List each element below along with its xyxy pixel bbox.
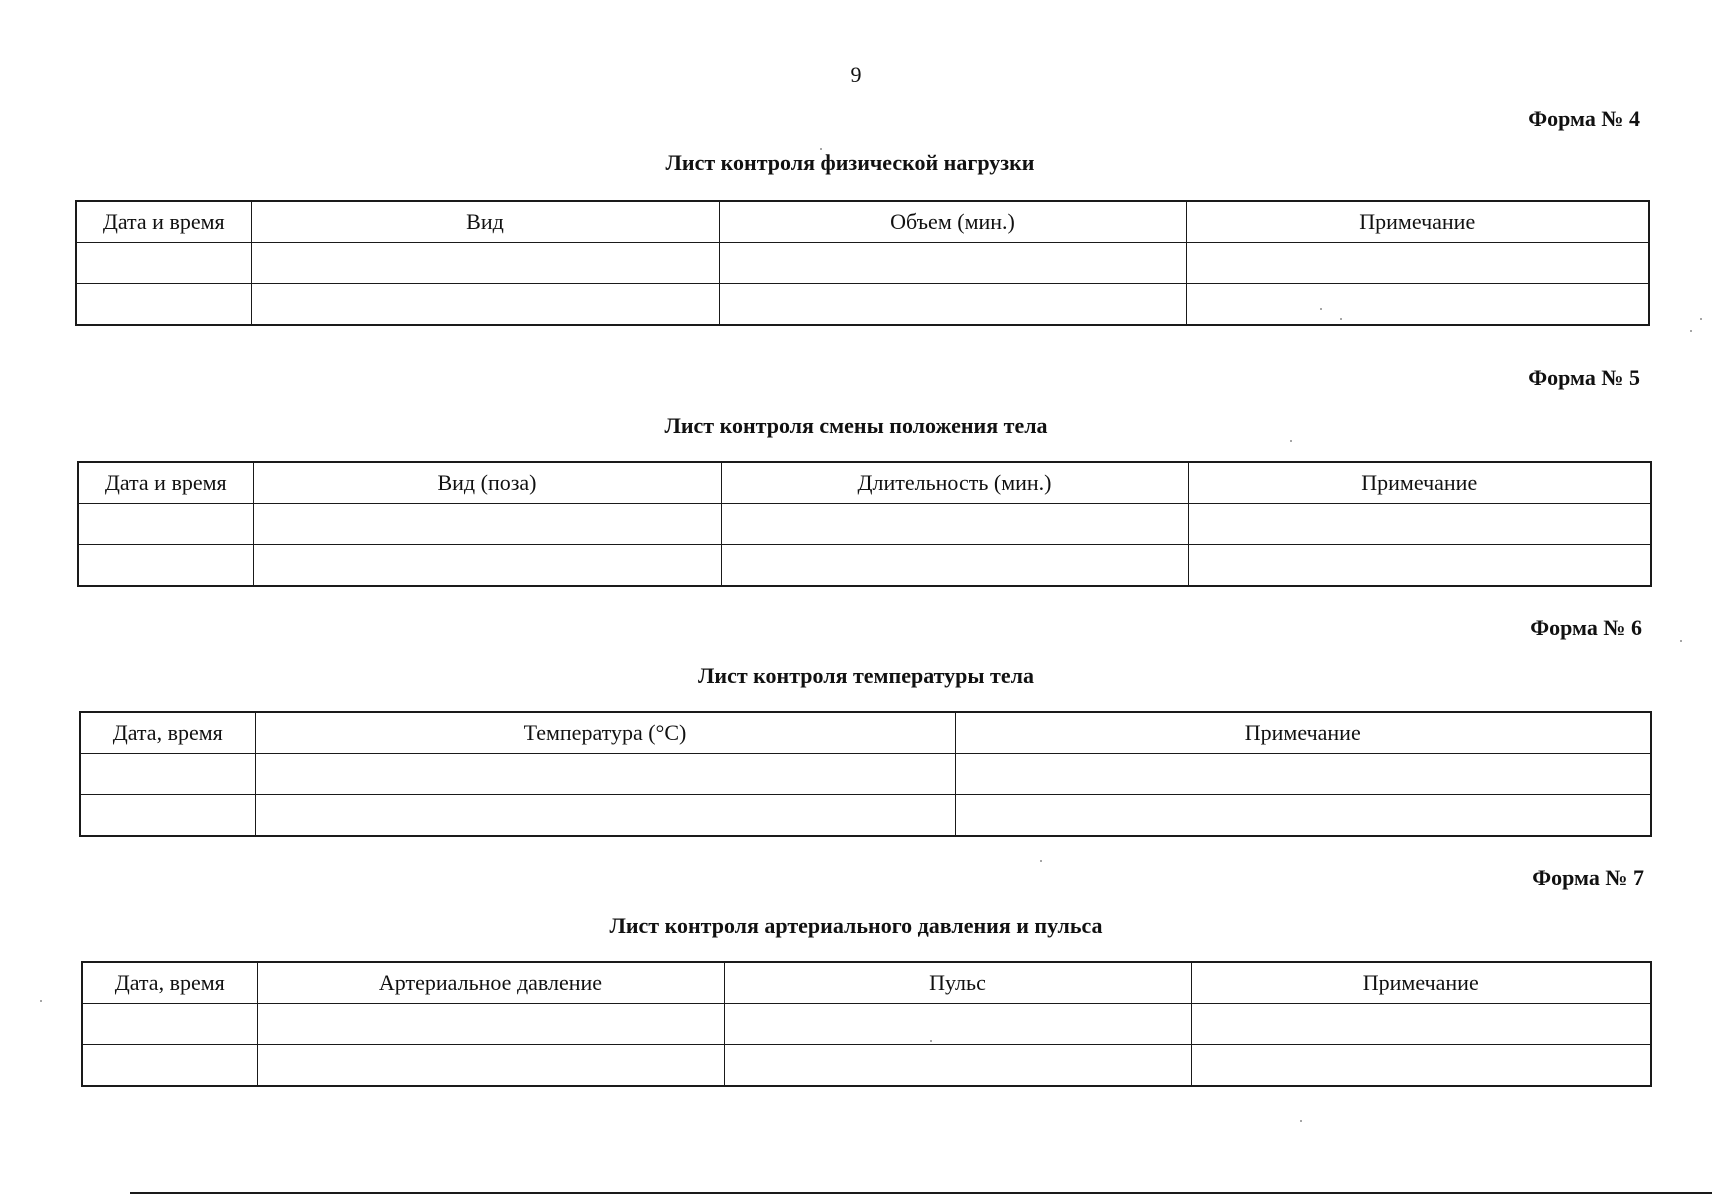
table-cell[interactable] — [1186, 243, 1649, 284]
section-title-blood-pressure-pulse: Лист контроля артериального давления и пульса — [609, 913, 1103, 938]
table-cell[interactable] — [1191, 1045, 1651, 1087]
table-cell[interactable] — [721, 545, 1188, 587]
table-cell[interactable] — [82, 1004, 257, 1045]
table-cell[interactable] — [257, 1045, 724, 1087]
scan-speck — [1700, 318, 1702, 320]
table-cell[interactable] — [76, 243, 251, 284]
table-header-row — [78, 462, 1651, 504]
table-row — [80, 795, 1651, 837]
scan-speck — [40, 1000, 42, 1002]
table-row — [76, 243, 1649, 284]
column-header-date-time: Дата, время — [82, 962, 257, 1004]
column-header-pose: Вид (поза) — [253, 462, 721, 504]
blood-pressure-pulse-table — [81, 961, 1652, 1087]
table-cell[interactable] — [721, 504, 1188, 545]
table-cell[interactable] — [255, 754, 955, 795]
table-cell[interactable] — [76, 284, 251, 326]
table-cell[interactable] — [78, 545, 253, 587]
table-cell[interactable] — [253, 545, 721, 587]
column-header-note: Примечание — [955, 712, 1651, 754]
form-label-7: Форма № 7 — [1532, 865, 1644, 890]
page-bottom-edge — [130, 1192, 1712, 1194]
scan-speck — [1690, 330, 1692, 332]
table-header-row — [76, 201, 1649, 243]
form-label-4: Форма № 4 — [1528, 106, 1640, 131]
table-cell[interactable] — [255, 795, 955, 837]
table-row — [82, 1045, 1651, 1087]
table-cell[interactable] — [80, 754, 255, 795]
table-cell[interactable] — [257, 1004, 724, 1045]
scan-speck — [1040, 860, 1042, 862]
column-header-date-time: Дата и время — [76, 201, 251, 243]
table-row — [82, 1004, 1651, 1045]
table-cell[interactable] — [1191, 1004, 1651, 1045]
body-position-table — [77, 461, 1652, 587]
table-cell[interactable] — [251, 243, 719, 284]
column-header-date-time: Дата и время — [78, 462, 253, 504]
scan-speck — [1290, 440, 1292, 442]
table-cell[interactable] — [955, 754, 1651, 795]
table-cell[interactable] — [78, 504, 253, 545]
column-header-note: Примечание — [1191, 962, 1651, 1004]
table-row — [76, 284, 1649, 326]
section-title-temperature: Лист контроля температуры тела — [698, 663, 1034, 688]
form-label-5: Форма № 5 — [1528, 365, 1640, 390]
table-cell[interactable] — [724, 1045, 1191, 1087]
column-header-temperature: Температура (°С) — [255, 712, 955, 754]
column-header-duration: Длительность (мин.) — [721, 462, 1188, 504]
column-header-volume: Объем (мин.) — [719, 201, 1186, 243]
form-label-6: Форма № 6 — [1530, 615, 1642, 640]
scan-speck — [1340, 318, 1342, 320]
column-header-type: Вид — [251, 201, 719, 243]
table-cell[interactable] — [719, 284, 1186, 326]
table-row — [78, 504, 1651, 545]
scan-speck — [1320, 308, 1322, 310]
column-header-note: Примечание — [1186, 201, 1649, 243]
section-title-physical-load: Лист контроля физической нагрузки — [665, 150, 1035, 175]
table-cell[interactable] — [1188, 504, 1651, 545]
column-header-date-time: Дата, время — [80, 712, 255, 754]
column-header-pulse: Пульс — [724, 962, 1191, 1004]
table-cell[interactable] — [724, 1004, 1191, 1045]
table-cell[interactable] — [1188, 545, 1651, 587]
table-cell[interactable] — [1186, 284, 1649, 326]
scan-speck — [930, 1040, 932, 1042]
table-cell[interactable] — [253, 504, 721, 545]
table-row — [80, 754, 1651, 795]
page-number: 9 — [850, 62, 862, 87]
table-header-row — [82, 962, 1651, 1004]
physical-load-table — [75, 200, 1650, 326]
table-cell[interactable] — [82, 1045, 257, 1087]
table-cell[interactable] — [955, 795, 1651, 837]
table-row — [78, 545, 1651, 587]
table-cell[interactable] — [719, 243, 1186, 284]
scan-speck — [1680, 640, 1682, 642]
scan-speck — [1300, 1120, 1302, 1122]
table-cell[interactable] — [80, 795, 255, 837]
section-title-body-position: Лист контроля смены положения тела — [664, 413, 1048, 438]
column-header-note: Примечание — [1188, 462, 1651, 504]
column-header-blood-pressure: Артериальное давление — [257, 962, 724, 1004]
table-header-row — [80, 712, 1651, 754]
temperature-table — [79, 711, 1652, 837]
table-cell[interactable] — [251, 284, 719, 326]
scan-speck — [820, 148, 822, 150]
